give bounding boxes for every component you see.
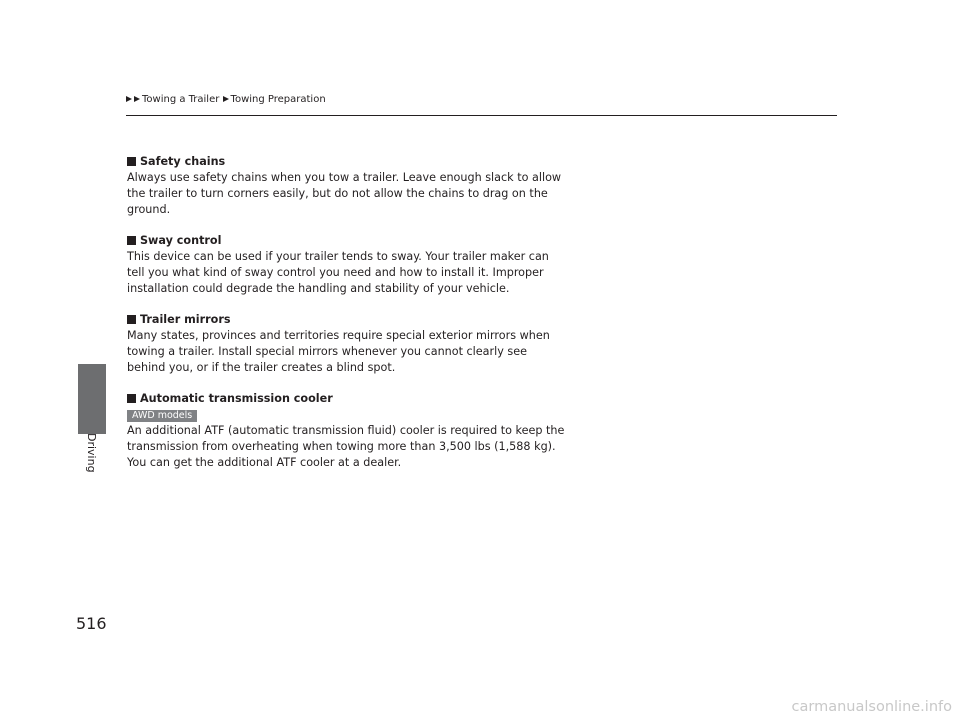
breadcrumb-item[interactable]: Towing a Trailer [142, 94, 220, 105]
chapter-tab [78, 364, 106, 434]
section-heading-text: Safety chains [140, 155, 226, 168]
square-bullet-icon [127, 394, 136, 403]
page-number: 516 [76, 614, 107, 633]
section-sway-control [127, 233, 567, 297]
section-transmission-cooler [127, 391, 567, 471]
breadcrumb-arrow-icon [134, 96, 140, 102]
breadcrumb-arrow-icon [126, 96, 132, 102]
square-bullet-icon [127, 157, 136, 166]
section-heading [127, 312, 567, 328]
section-heading [127, 233, 567, 249]
breadcrumb-item[interactable]: Towing Preparation [230, 94, 326, 105]
section-body: An additional ATF (automatic transmission fluid) cooler is required to keep the transmission from overheating when towing more than 3,500 lbs (1,588 kg). You can get the additional ATF cooler at a dealer. [127, 424, 565, 469]
section-body: This device can be used if your trailer tends to sway. Your trailer maker can tell you what kind of sway control you need and how to install it. Improper installation could degrade the handling and stability of your vehicle. [127, 250, 549, 295]
page-content [127, 154, 567, 486]
breadcrumb-arrow-icon [223, 96, 229, 102]
breadcrumb [126, 93, 326, 106]
section-heading [127, 154, 567, 170]
section-heading-text: Sway control [140, 234, 222, 247]
chapter-label: Driving [85, 433, 98, 473]
header-divider [126, 115, 837, 116]
section-heading-text: Trailer mirrors [140, 313, 231, 326]
square-bullet-icon [127, 315, 136, 324]
watermark[interactable]: carmanualsonline.info [791, 699, 952, 715]
section-safety-chains [127, 154, 567, 218]
square-bullet-icon [127, 236, 136, 245]
model-tag: AWD models [127, 410, 197, 422]
section-heading [127, 391, 567, 407]
section-body: Many states, provinces and territories require special exterior mirrors when towing a trailer. Install special mirrors whenever you cannot clearly see behind you, or if the trailer creates a blind spot. [127, 329, 550, 374]
section-trailer-mirrors [127, 312, 567, 376]
section-body: Always use safety chains when you tow a trailer. Leave enough slack to allow the trailer to turn corners easily, but do not allow the chains to drag on the ground. [127, 171, 562, 216]
section-heading-text: Automatic transmission cooler [140, 392, 333, 405]
